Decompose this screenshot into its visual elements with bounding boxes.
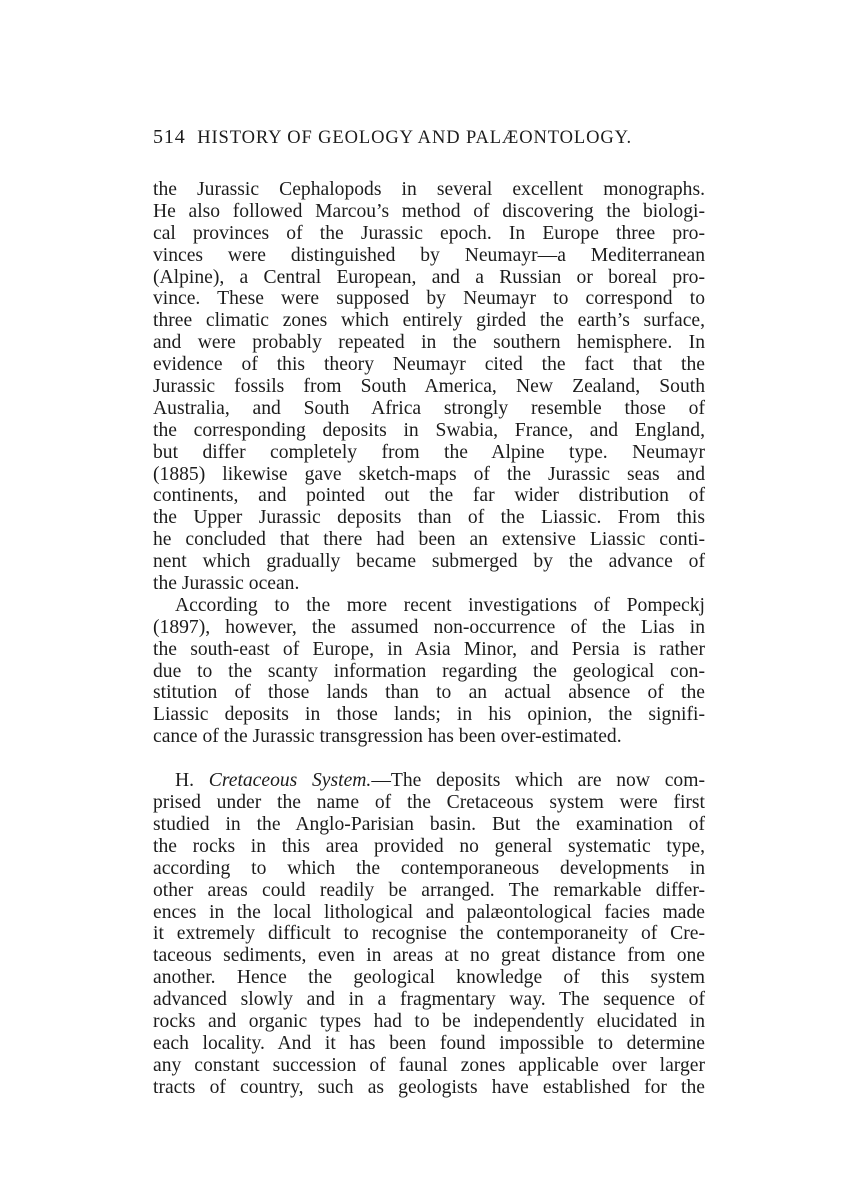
text-line: Australia, and South Africa strongly resemble those of (153, 397, 705, 419)
text-line: vince. These were supposed by Neumayr to correspond to (153, 288, 705, 310)
text-line: nent which gradually became submerged by the advance of (153, 551, 705, 573)
text-line: the Jurassic Cephalopods in several excellent monographs. (153, 179, 705, 200)
text-line: He also followed Marcou’s method of discovering the biologi- (153, 200, 705, 222)
text-line: another. Hence the geological knowledge of this system (153, 967, 705, 989)
text-line: it extremely difficult to recognise the contemporaneity of Cre- (153, 923, 705, 945)
text-run: —The deposits which are now com- (371, 770, 705, 792)
section-title: Cretaceous System. (208, 770, 372, 792)
text-line: studied in the Anglo-Parisian basin. But the examination of (153, 813, 705, 835)
text-line: cal provinces of the Jurassic epoch. In Europe three pro- (153, 222, 705, 244)
text-line: and were probably repeated in the southern hemisphere. In (153, 332, 705, 354)
paragraph-gap (153, 748, 705, 770)
text-line: each locality. And it has been found impossible to determine (153, 1032, 705, 1054)
text-line: the corresponding deposits in Swabia, France, and England, (153, 419, 705, 441)
running-head (153, 122, 705, 153)
text-line: Jurassic fossils from South America, New Zealand, South (153, 376, 705, 398)
text-line: the south-east of Europe, in Asia Minor, and Persia is rather (153, 638, 705, 660)
text-line: continents, and pointed out the far wider distribution of (153, 485, 705, 507)
section-label: H. (175, 770, 195, 792)
text-line: but differ completely from the Alpine type. Neumayr (153, 441, 705, 463)
text-line: According to the more recent investigations of Pompeckj (175, 594, 705, 616)
paragraph-1 (153, 179, 705, 595)
text-line: Liassic deposits in those lands; in his opinion, the signifi- (153, 704, 705, 726)
text-line: prised under the name of the Cretaceous system were first (153, 792, 705, 814)
text-line: evidence of this theory Neumayr cited the fact that the (153, 354, 705, 376)
text-line: (1885) likewise gave sketch-maps of the Jurassic seas and (153, 463, 705, 485)
text-line: rocks and organic types had to be independently elucidated in (153, 1010, 705, 1032)
paragraph-3 (153, 770, 705, 1098)
text-line: the Upper Jurassic deposits than of the Liassic. From this (153, 507, 705, 529)
text-line: any constant succession of faunal zones applicable over larger (153, 1054, 705, 1076)
text-line: (Alpine), a Central European, and a Russian or boreal pro- (153, 266, 705, 288)
text-line: the Jurassic ocean. (153, 573, 300, 595)
text-line: due to the scanty information regarding the geological con- (153, 660, 705, 682)
text-line: cance of the Jurassic transgression has been over-estimated. (153, 726, 622, 748)
section-heading-line (153, 770, 705, 792)
paragraph-2 (153, 595, 705, 748)
text-line: advanced slowly and in a fragmentary way. The sequence of (153, 989, 705, 1011)
book-page (153, 122, 705, 1099)
text-line: vinces were distinguished by Neumayr—a Mediterranean (153, 244, 705, 266)
text-line: he concluded that there had been an extensive Liassic conti- (153, 529, 705, 551)
text-line: three climatic zones which entirely girded the earth’s surface, (153, 310, 705, 332)
text-line: other areas could readily be arranged. The remarkable differ- (153, 879, 705, 901)
text-line: according to which the contemporaneous developments in (153, 857, 705, 879)
running-title: HISTORY OF GEOLOGY AND PALÆONTOLOGY. (197, 128, 633, 148)
page-number: 514 (153, 126, 186, 148)
body-text (153, 179, 705, 1099)
text-line: ences in the local lithological and palæontological facies made (153, 901, 705, 923)
text-line: the rocks in this area provided no general systematic type, (153, 835, 705, 857)
text-line: tracts of country, such as geologists have established for the (153, 1076, 705, 1098)
text-line: (1897), however, the assumed non-occurrence of the Lias in (153, 616, 705, 638)
text-line: taceous sediments, even in areas at no great distance from one (153, 945, 705, 967)
text-line: stitution of those lands than to an actual absence of the (153, 682, 705, 704)
